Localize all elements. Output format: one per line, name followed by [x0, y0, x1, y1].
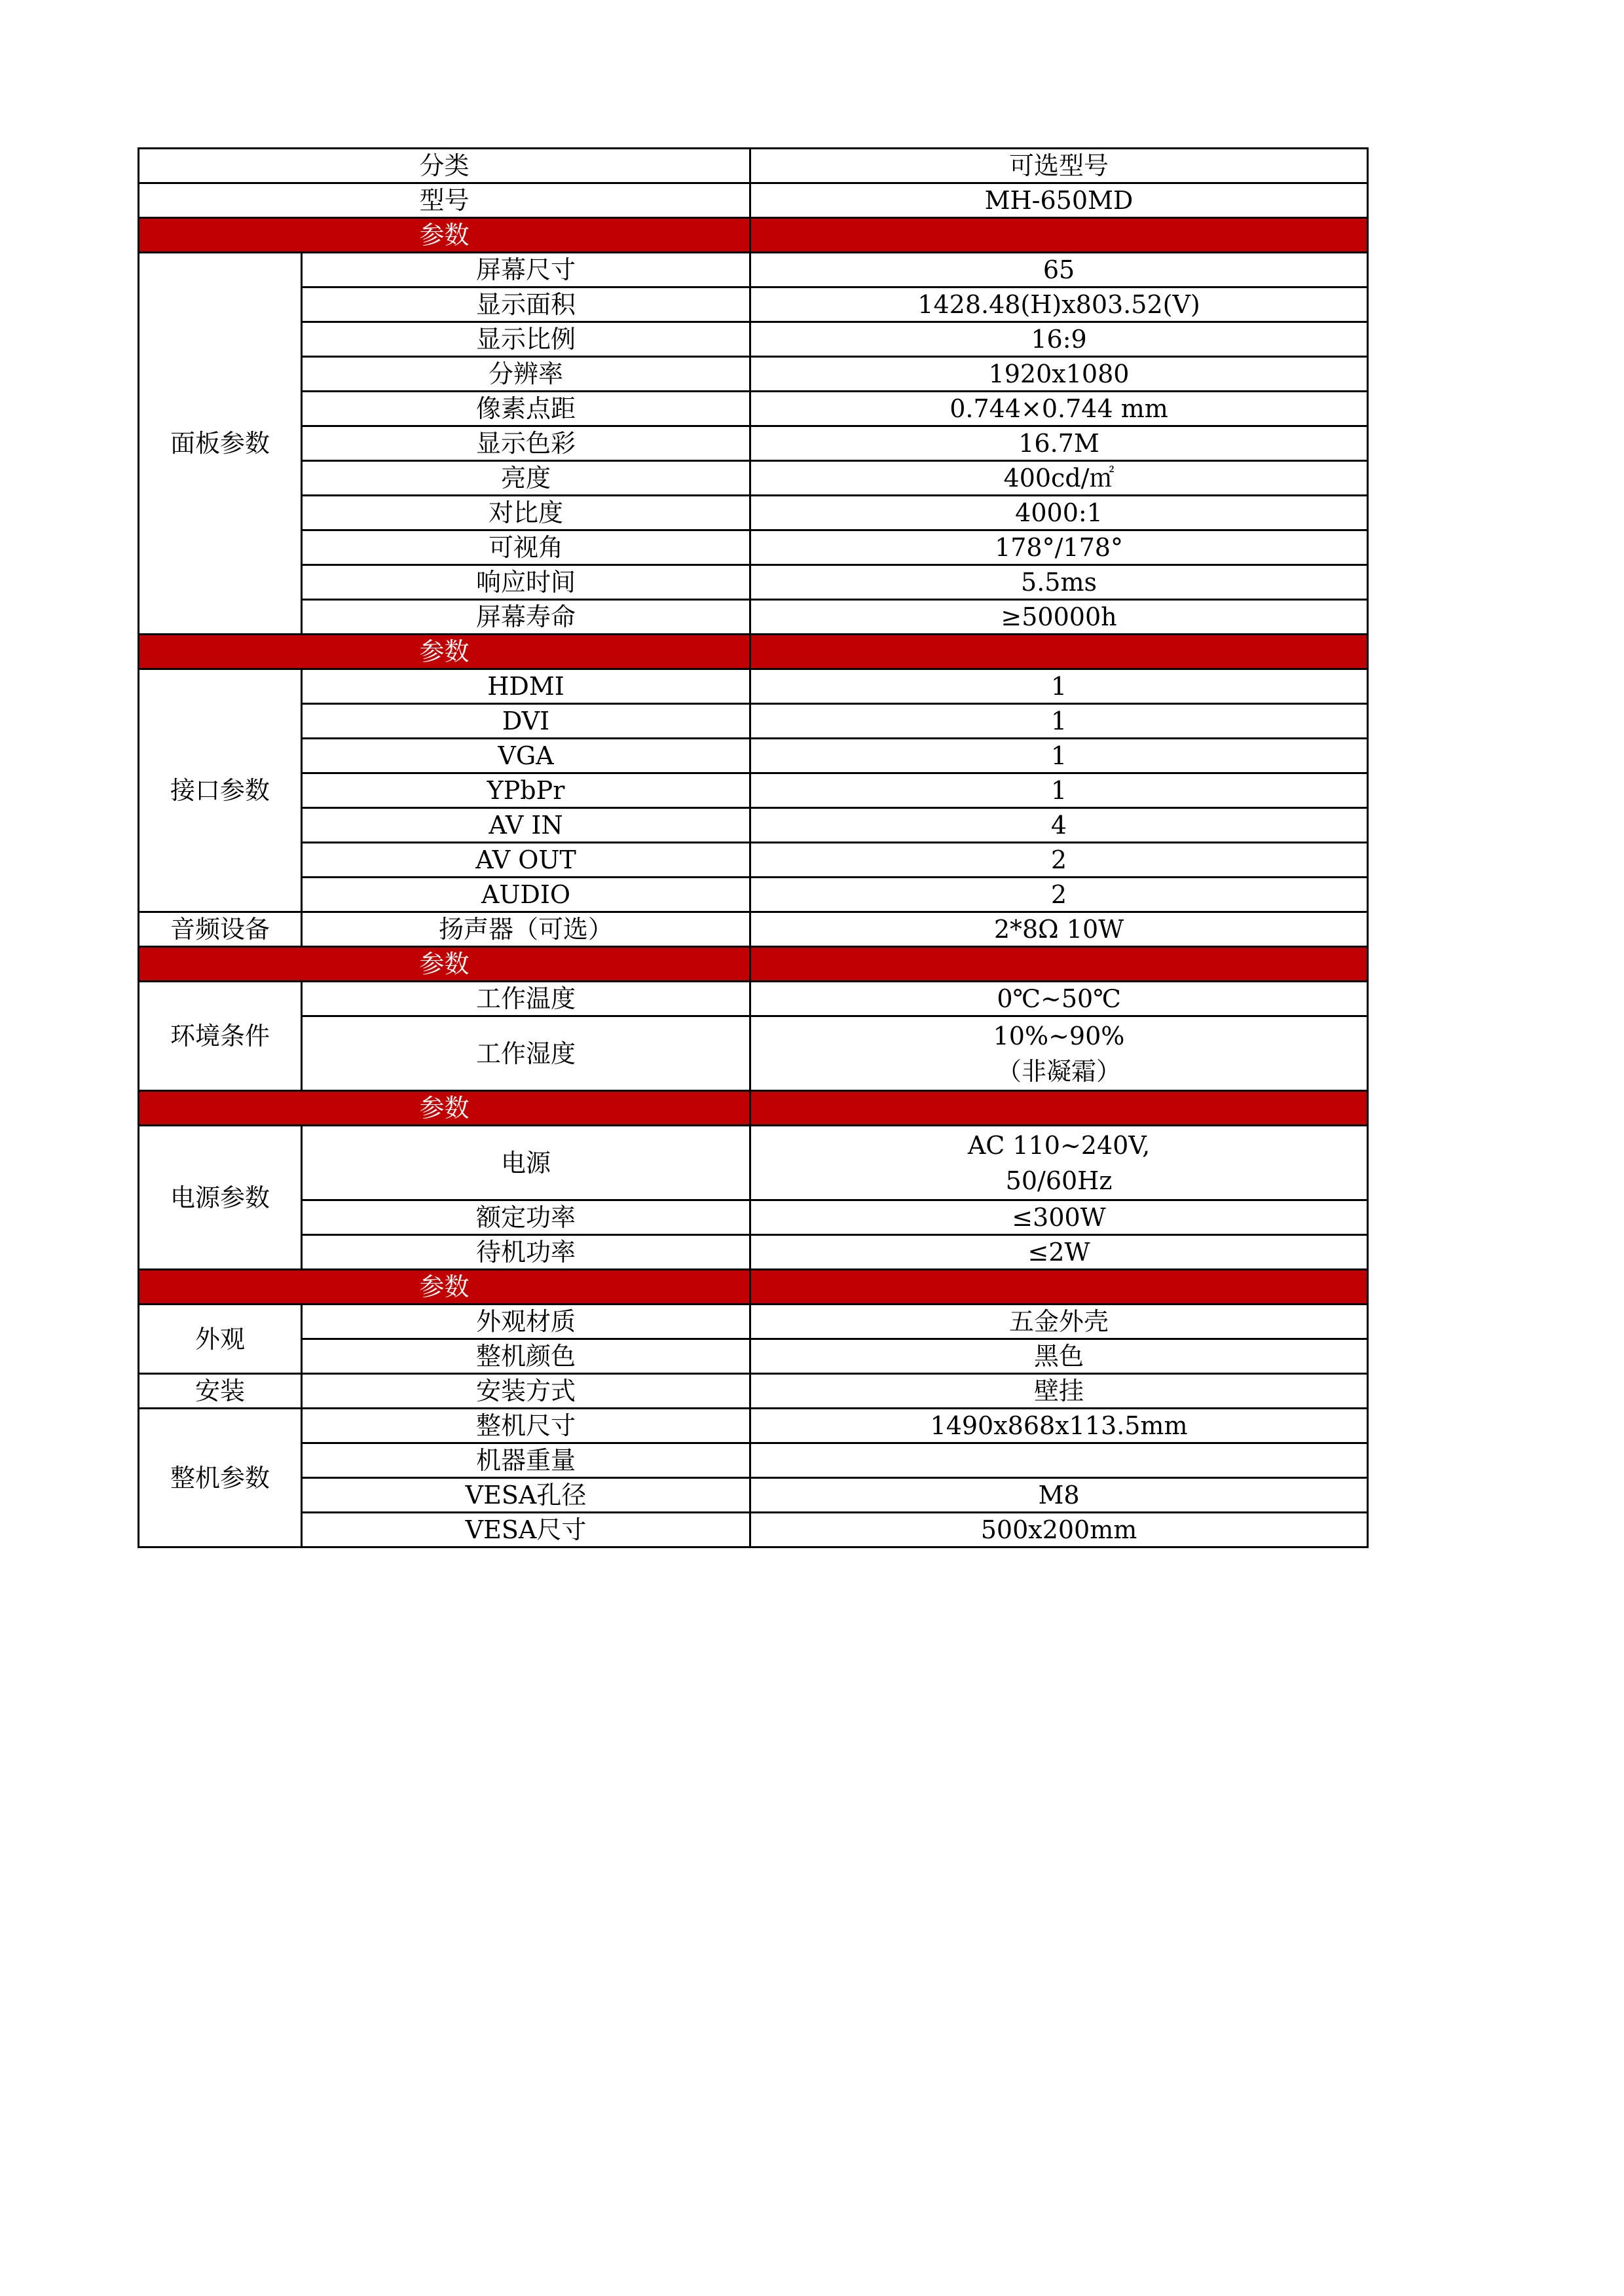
section-header-row [139, 1270, 1368, 1305]
spec-label-cell: 对比度 [302, 496, 750, 530]
spec-value-cell: 2 [750, 843, 1368, 878]
spec-label-cell: YPbPr [302, 773, 750, 808]
spec-label-cell: 可视角 [302, 530, 750, 565]
spec-label-cell: 显示色彩 [302, 426, 750, 461]
table-row [139, 1513, 1368, 1547]
table-row [139, 530, 1368, 565]
spec-label-cell: 像素点距 [302, 392, 750, 426]
table-row [139, 253, 1368, 287]
section-header-blank [750, 947, 1368, 982]
model-value-cell: MH-650MD [750, 183, 1368, 218]
table-row [139, 1200, 1368, 1235]
group-name-cell: 接口参数 [139, 669, 302, 912]
spec-label-cell: 安装方式 [302, 1374, 750, 1409]
spec-value-cell: 0℃~50℃ [750, 982, 1368, 1016]
spec-label-cell: 额定功率 [302, 1200, 750, 1235]
spec-value-cell: 4000:1 [750, 496, 1368, 530]
table-row [139, 1235, 1368, 1270]
spec-value-cell: M8 [750, 1478, 1368, 1513]
spec-label-cell: AUDIO [302, 878, 750, 912]
table-row [139, 1374, 1368, 1409]
section-header-row [139, 947, 1368, 982]
spec-label-cell: 工作温度 [302, 982, 750, 1016]
spec-value-cell: 黑色 [750, 1339, 1368, 1374]
spec-value-cell: 4 [750, 808, 1368, 843]
spec-label-cell: 扬声器（可选） [302, 912, 750, 947]
spec-label-cell: HDMI [302, 669, 750, 704]
section-header-cell: 参数 [139, 218, 750, 253]
section-header-blank [750, 1270, 1368, 1305]
model-label-cell: 型号 [139, 183, 750, 218]
spec-value-cell: 178°/178° [750, 530, 1368, 565]
group-name-cell: 环境条件 [139, 982, 302, 1091]
spec-value-cell [750, 1443, 1368, 1478]
spec-label-cell: 显示比例 [302, 322, 750, 357]
spec-label-cell: 屏幕尺寸 [302, 253, 750, 287]
table-row [139, 1126, 1368, 1200]
group-name-cell: 外观 [139, 1305, 302, 1374]
group-name-cell: 音频设备 [139, 912, 302, 947]
table-row [139, 878, 1368, 912]
table-row [139, 565, 1368, 600]
table-row [139, 773, 1368, 808]
table-row [139, 669, 1368, 704]
section-header-row [139, 218, 1368, 253]
spec-value-cell: 壁挂 [750, 1374, 1368, 1409]
group-name-cell: 电源参数 [139, 1126, 302, 1270]
spec-label-cell: 亮度 [302, 461, 750, 496]
spec-label-cell: 整机尺寸 [302, 1409, 750, 1443]
group-name-cell: 面板参数 [139, 253, 302, 635]
table-row [139, 1443, 1368, 1478]
spec-value-cell: 65 [750, 253, 1368, 287]
spec-label-cell: 电源 [302, 1126, 750, 1200]
spec-label-cell: VESA尺寸 [302, 1513, 750, 1547]
spec-value-cell: AC 110~240V, 50/60Hz [750, 1126, 1368, 1200]
table-row [139, 1339, 1368, 1374]
section-header-row [139, 1091, 1368, 1126]
table-row [139, 392, 1368, 426]
table-row [139, 704, 1368, 739]
table-row [139, 461, 1368, 496]
spec-label-cell: DVI [302, 704, 750, 739]
spec-label-cell: 外观材质 [302, 1305, 750, 1339]
table-row [139, 912, 1368, 947]
spec-label-cell: AV OUT [302, 843, 750, 878]
section-header-cell: 参数 [139, 947, 750, 982]
spec-label-cell: AV IN [302, 808, 750, 843]
section-header-cell: 参数 [139, 1091, 750, 1126]
group-name-cell: 安装 [139, 1374, 302, 1409]
spec-value-cell: 0.744×0.744 mm [750, 392, 1368, 426]
table-row [139, 808, 1368, 843]
table-row [139, 739, 1368, 773]
spec-label-cell: 显示面积 [302, 287, 750, 322]
spec-label-cell: 机器重量 [302, 1443, 750, 1478]
table-row [139, 1305, 1368, 1339]
spec-label-cell: 待机功率 [302, 1235, 750, 1270]
spec-label-cell: VESA孔径 [302, 1478, 750, 1513]
table-row [139, 843, 1368, 878]
spec-label-cell: 响应时间 [302, 565, 750, 600]
spec-value-cell: 五金外壳 [750, 1305, 1368, 1339]
table-row [139, 322, 1368, 357]
table-row [139, 1016, 1368, 1091]
spec-value-cell: 2*8Ω 10W [750, 912, 1368, 947]
section-header-blank [750, 218, 1368, 253]
spec-value-cell: 1 [750, 669, 1368, 704]
table-row [139, 287, 1368, 322]
spec-table [138, 147, 1369, 1548]
header-category-cell: 分类 [139, 149, 750, 183]
spec-value-cell: 10%~90% （非凝霜） [750, 1016, 1368, 1091]
spec-value-cell: 1490x868x113.5mm [750, 1409, 1368, 1443]
spec-value-cell: 1 [750, 773, 1368, 808]
section-header-cell: 参数 [139, 1270, 750, 1305]
spec-label-cell: 分辨率 [302, 357, 750, 392]
spec-value-cell: 2 [750, 878, 1368, 912]
spec-label-cell: 工作湿度 [302, 1016, 750, 1091]
group-name-cell: 整机参数 [139, 1409, 302, 1547]
spec-value-cell: 1 [750, 739, 1368, 773]
spec-label-cell: 屏幕寿命 [302, 600, 750, 635]
spec-value-cell: 500x200mm [750, 1513, 1368, 1547]
section-header-cell: 参数 [139, 635, 750, 669]
table-row [139, 426, 1368, 461]
table-row [139, 982, 1368, 1016]
spec-value-cell: 5.5ms [750, 565, 1368, 600]
spec-value-cell: 1 [750, 704, 1368, 739]
spec-label-cell: 整机颜色 [302, 1339, 750, 1374]
table-row [139, 357, 1368, 392]
spec-value-cell: ≤300W [750, 1200, 1368, 1235]
section-header-blank [750, 635, 1368, 669]
table-row [139, 496, 1368, 530]
spec-value-cell: 16:9 [750, 322, 1368, 357]
section-header-row [139, 635, 1368, 669]
header-model-cell: 可选型号 [750, 149, 1368, 183]
spec-value-cell: 1428.48(H)x803.52(V) [750, 287, 1368, 322]
spec-value-cell: 16.7M [750, 426, 1368, 461]
section-header-blank [750, 1091, 1368, 1126]
spec-value-cell: 1920x1080 [750, 357, 1368, 392]
spec-value-cell: 400cd/㎡ [750, 461, 1368, 496]
spec-value-cell: ≥50000h [750, 600, 1368, 635]
table-row [139, 1409, 1368, 1443]
model-row [139, 183, 1368, 218]
spec-label-cell: VGA [302, 739, 750, 773]
table-row [139, 600, 1368, 635]
table-row [139, 1478, 1368, 1513]
table-header-row [139, 149, 1368, 183]
spec-value-cell: ≤2W [750, 1235, 1368, 1270]
